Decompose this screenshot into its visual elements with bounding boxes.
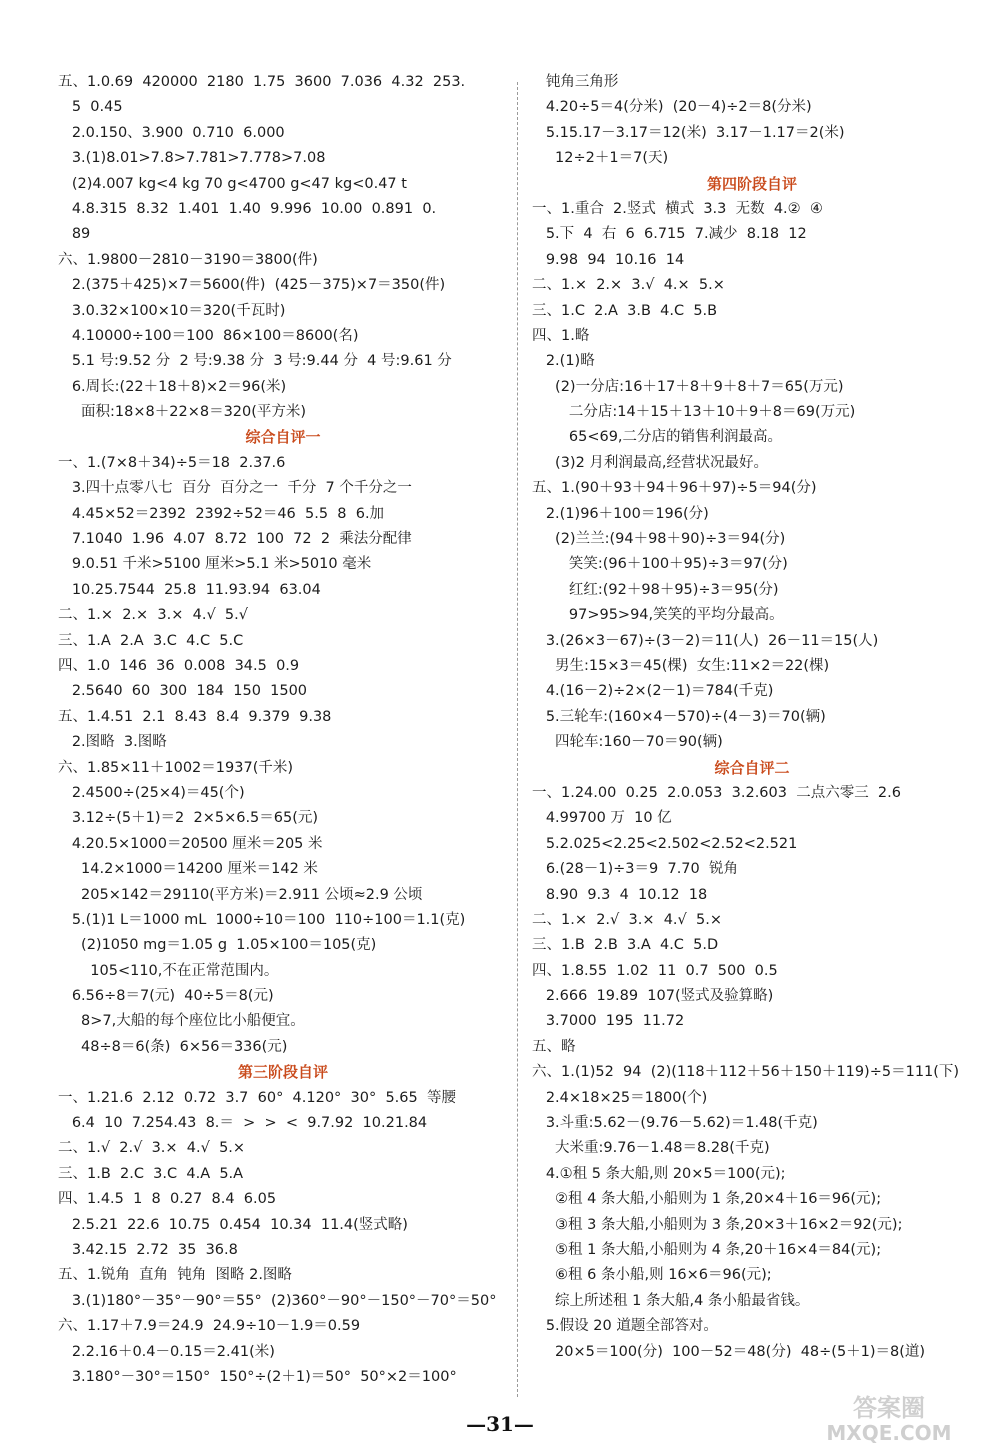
- answer-line: 6.周长:(22＋18＋8)×2＝96(米): [58, 378, 287, 395]
- answer-line: 四、1.略: [532, 327, 590, 344]
- answer-line: 2.图略 3.图略: [58, 734, 167, 751]
- answer-line: 6.(28－1)÷3＝9 7.70 锐角: [532, 861, 738, 878]
- answer-line: 2.4500÷(25×4)＝45(个): [58, 784, 245, 801]
- answer-line: 7.1040 1.96 4.07 8.72 100 72 2 乘法分配律: [58, 531, 412, 548]
- answer-line: 六、1.85×11＋1002＝1937(千米): [58, 759, 294, 776]
- answer-line: 65<69,二分店的销售利润最高。: [532, 429, 783, 446]
- answer-line: 5.下 4 右 6 6.715 7.减少 8.18 12: [532, 226, 807, 243]
- answer-line: 4.8.315 8.32 1.401 1.40 9.996 10.00 0.891 0.: [58, 200, 437, 217]
- answer-line: 二分店:14＋15＋13＋10＋9＋8＝69(万元): [532, 404, 856, 421]
- answer-line: 12÷2＋1＝7(天): [532, 150, 669, 167]
- answer-line: 二、1.× 2.× 3.× 4.√ 5.√: [58, 607, 248, 624]
- answer-line: 四、1.4.5 1 8 0.27 8.4 6.05: [58, 1191, 277, 1208]
- answer-line: 3.180°－30°＝150° 150°÷(2＋1)＝50° 50°×2＝100°: [58, 1368, 457, 1385]
- answer-line: 14.2×1000＝14200 厘米＝142 米: [58, 861, 318, 878]
- answer-line: 二、1.× 2.× 3.√ 4.× 5.×: [532, 277, 725, 294]
- answer-line: 2.5640 60 300 184 150 1500: [58, 683, 308, 700]
- watermark-logo: [794, 1390, 984, 1445]
- answer-line: ③租 3 条大船,小船则为 3 条,20×3＋16×2＝92(元);: [532, 1216, 903, 1233]
- section-heading: 综合自评二: [714, 758, 790, 777]
- answer-line: 9.98 94 10.16 14: [532, 251, 685, 268]
- answer-line: 三、1.B 2.B 3.A 4.C 5.D: [532, 937, 719, 954]
- answer-line: (2)兰兰:(94＋98＋90)÷3＝94(分): [532, 531, 786, 548]
- answer-line: 一、1.21.6 2.12 0.72 3.7 60° 4.120° 30° 5.65 等腰: [58, 1089, 456, 1106]
- answer-line: 4.①租 5 条大船,则 20×5＝100(元);: [532, 1165, 786, 1182]
- watermark-text: 答案圈: [853, 1394, 925, 1422]
- answer-line: 笑笑:(96＋100＋95)÷3＝97(分): [532, 556, 788, 573]
- answer-line: 二、1.× 2.√ 3.× 4.√ 5.×: [532, 911, 722, 928]
- answer-line: 红红:(92＋98＋95)÷3＝95(分): [532, 581, 779, 598]
- answer-line: 2.(1)96＋100＝196(分): [532, 505, 709, 522]
- answer-line: 三、1.A 2.A 3.C 4.C 5.C: [58, 632, 244, 649]
- page-number: —31—: [466, 1412, 534, 1436]
- answer-line: 四轮车:160－70＝90(辆): [532, 734, 723, 751]
- answer-line: 8.90 9.3 4 10.12 18: [532, 886, 708, 903]
- answer-line: 5 0.45: [58, 99, 123, 116]
- answer-line: 2.5.21 22.6 10.75 0.454 10.34 11.4(竖式略): [58, 1216, 408, 1233]
- answer-line: 48÷8＝6(条) 6×56＝336(元): [58, 1038, 288, 1055]
- answer-line: 五、1.锐角 直角 钝角 图略 2.图略: [58, 1267, 292, 1284]
- answer-line: 4.(16－2)÷2×(2－1)＝784(千克): [532, 683, 774, 700]
- answer-line: 大米重:9.76－1.48＝8.28(千克): [532, 1140, 770, 1157]
- answer-line: ⑥租 6 条小船,则 16×6＝96(元);: [532, 1267, 772, 1284]
- answer-line: 综上所述租 1 条大船,4 条小船最省钱。: [532, 1292, 810, 1309]
- answer-line: 2.4×18×25＝1800(个): [532, 1089, 708, 1106]
- answer-line: 2.(1)略: [532, 353, 595, 370]
- answer-line: 4.20÷5＝4(分米) (20－4)÷2＝8(分米): [532, 99, 812, 116]
- answer-line: (2)1050 mg＝1.05 g 1.05×100＝105(克): [58, 937, 377, 954]
- answer-line: 六、1.17＋7.9＝24.9 24.9÷10－1.9＝0.59: [58, 1318, 361, 1335]
- answer-line: 2.(375＋425)×7＝5600(件) (425－375)×7＝350(件): [58, 277, 446, 294]
- answer-line: 五、略: [532, 1038, 576, 1055]
- answer-line: 205×142＝29110(平方米)＝2.911 公顷≈2.9 公顷: [58, 886, 423, 903]
- answer-line: 9.0.51 千米>5100 厘米>5.1 米>5010 毫米: [58, 556, 372, 573]
- answer-line: 97>95>94,笑笑的平均分最高。: [532, 607, 784, 624]
- answer-line: 2.666 19.89 107(竖式及验算略): [532, 988, 774, 1005]
- left-column: [58, 70, 508, 1390]
- answer-line: ⑤租 1 条大船,小船则为 4 条,20＋16×4＝84(元);: [532, 1241, 882, 1258]
- answer-line: 六、1.9800－2810－3190＝3800(件): [58, 251, 318, 268]
- answer-line: 5.15.17－3.17＝12(米) 3.17－1.17＝2(米): [532, 124, 845, 141]
- answer-line: 89: [58, 226, 91, 243]
- answer-line: 3.0.32×100×10＝320(千瓦时): [58, 302, 286, 319]
- column-divider: [517, 82, 518, 1397]
- answer-line: 三、1.C 2.A 3.B 4.C 5.B: [532, 302, 718, 319]
- answer-line: ②租 4 条大船,小船则为 1 条,20×4＋16＝96(元);: [532, 1191, 882, 1208]
- answer-line: 六、1.(1)52 94 (2)(118＋112＋56＋150＋119)÷5＝111(下): [532, 1064, 960, 1081]
- answer-line: 五、1.(90＋93＋94＋96＋97)÷5＝94(分): [532, 480, 817, 497]
- answer-line: (2)一分店:16＋17＋8＋9＋8＋7＝65(万元): [532, 378, 844, 395]
- answer-line: 4.99700 万 10 亿: [532, 810, 672, 827]
- answer-line: 3.(26×3－67)÷(3－2)＝11(人) 26－11＝15(人): [532, 632, 879, 649]
- answer-line: 4.45×52＝2392 2392÷52＝46 5.5 8 6.加: [58, 505, 385, 522]
- answer-line: 6.4 10 7.254.43 8.＝ > > < 9.7.92 10.21.84: [58, 1115, 428, 1132]
- answer-line: 一、1.(7×8＋34)÷5＝18 2.37.6: [58, 454, 286, 471]
- right-column: [532, 70, 972, 1365]
- answer-line: 钝角三角形: [532, 74, 619, 90]
- answer-line: 5.2.025<2.25<2.502<2.52<2.521: [532, 835, 798, 852]
- answer-line: 五、1.4.51 2.1 8.43 8.4 9.379 9.38: [58, 708, 332, 725]
- answer-line: 四、1.0 146 36 0.008 34.5 0.9: [58, 657, 300, 674]
- answer-line: 一、1.24.00 0.25 2.0.053 3.2.603 二点六零三 2.6: [532, 784, 901, 801]
- answer-line: 4.20.5×1000＝20500 厘米＝205 米: [58, 835, 323, 852]
- answer-line: 三、1.B 2.C 3.C 4.A 5.A: [58, 1165, 244, 1182]
- answer-line: 5.假设 20 道题全部答对。: [532, 1318, 718, 1335]
- answer-line: 5.三轮车:(160×4－570)÷(4－3)＝70(辆): [532, 708, 826, 725]
- answer-line: 4.10000÷100＝100 86×100＝8600(名): [58, 327, 359, 344]
- answer-line: 3.(1)8.01>7.8>7.781>7.778>7.08: [58, 150, 326, 167]
- section-heading: 第四阶段自评: [706, 174, 797, 193]
- answer-line: 面积:18×8＋22×8＝320(平方米): [58, 404, 307, 421]
- answer-line: 五、1.0.69 420000 2180 1.75 3600 7.036 4.32 253.: [58, 74, 466, 90]
- answer-line: 6.56÷8＝7(元) 40÷5＝8(元): [58, 988, 274, 1005]
- watermark-site: MXQE.COM: [826, 1421, 952, 1445]
- answer-line: 2.0.150、3.900 0.710 6.000: [58, 124, 285, 141]
- answer-line: 3.斗重:5.62－(9.76－5.62)＝1.48(千克): [532, 1115, 818, 1132]
- answer-line: 3.四十点零八七 百分 百分之一 千分 7 个千分之一: [58, 480, 412, 497]
- answer-line: 3.(1)180°－35°－90°＝55° (2)360°－90°－150°－70°＝50°: [58, 1292, 497, 1309]
- answer-line: (3)2 月利润最高,经营状况最好。: [532, 454, 769, 471]
- answer-line: 3.7000 195 11.72: [532, 1013, 685, 1030]
- section-heading: 综合自评一: [245, 428, 321, 447]
- answer-line: 3.42.15 2.72 35 36.8: [58, 1241, 238, 1258]
- answer-line: 5.(1)1 L＝1000 mL 1000÷10＝100 110÷100＝1.1(克): [58, 911, 466, 928]
- answer-line: 3.12÷(5＋1)＝2 2×5×6.5＝65(元): [58, 810, 319, 827]
- answer-line: 男生:15×3＝45(棵) 女生:11×2＝22(棵): [532, 657, 830, 674]
- answer-line: 20×5＝100(分) 100－52＝48(分) 48÷(5＋1)＝8(道): [532, 1343, 926, 1360]
- answer-line: 8>7,大船的每个座位比小船便宜。: [58, 1013, 305, 1030]
- answer-line: 二、1.√ 2.√ 3.× 4.√ 5.×: [58, 1140, 246, 1157]
- answer-line: 一、1.重合 2.竖式 横式 3.3 无数 4.② ④: [532, 200, 823, 217]
- answer-line: 5.1 号:9.52 分 2 号:9.38 分 3 号:9.44 分 4 号:9.61 分: [58, 353, 452, 370]
- answer-line: (2)4.007 kg<4 kg 70 g<4700 g<47 kg<0.47 t: [58, 175, 407, 192]
- section-heading: 第三阶段自评: [237, 1063, 328, 1082]
- answer-line: 2.2.16＋0.4－0.15＝2.41(米): [58, 1343, 275, 1360]
- answer-line: 10.25.7544 25.8 11.93.94 63.04: [58, 581, 321, 598]
- answer-line: 105<110,不在正常范围内。: [58, 962, 279, 979]
- answer-line: 四、1.8.55 1.02 11 0.7 500 0.5: [532, 962, 778, 979]
